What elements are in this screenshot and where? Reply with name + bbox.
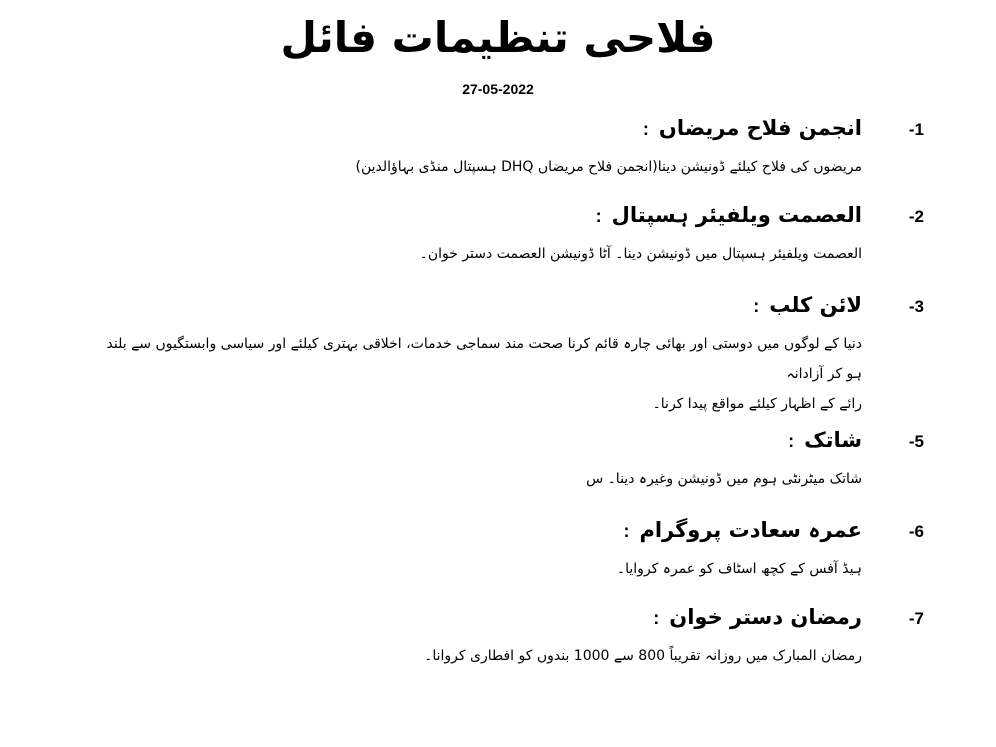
section-colon: : xyxy=(788,431,795,451)
section-anjuman-falah-mareezan xyxy=(64,116,924,182)
section-heading: العصمت ویلفیئر ہسپتال xyxy=(611,203,862,227)
section-heading: عمرہ سعادت پروگرام xyxy=(639,518,862,542)
section-number: -3 xyxy=(908,297,924,316)
section-description xyxy=(64,239,862,269)
section-colon: : xyxy=(595,206,602,226)
section-heading-row xyxy=(64,605,924,633)
description-line: دنیا کے لوگوں میں دوستی اور بھائی چارہ قائم کرنا صحت مند سماجی خدمات، اخلاقی بہتری کیلئے اور سیاسی وابستگیوں سے بلند ہو کر آزادانہ xyxy=(106,336,862,382)
description-line: رمضان المبارک میں روزانہ تقریباً 800 سے 1000 بندوں کو افطاری کروانا۔ xyxy=(424,648,862,664)
section-number: -1 xyxy=(908,120,924,139)
description-line: العصمت ویلفیئر ہسپتال میں ڈونیشن دینا۔ آٹا ڈونیشن العصمت دستر خوان۔ xyxy=(419,246,862,262)
section-heading-row xyxy=(64,518,924,546)
section-al-ismat-welfare-hospital xyxy=(64,203,924,269)
section-number: -6 xyxy=(908,522,924,541)
document-title: فلاحی تنظیمات فائل xyxy=(280,13,716,62)
section-description xyxy=(64,464,862,494)
section-heading-row xyxy=(64,116,924,144)
section-umrah-saadat-program xyxy=(64,518,924,584)
section-number: -2 xyxy=(908,207,924,226)
section-shatak xyxy=(64,428,924,494)
description-line: ہیڈ آفس کے کچھ اسٹاف کو عمرہ کروایا۔ xyxy=(616,561,862,577)
section-colon: : xyxy=(753,296,760,316)
section-description xyxy=(64,641,862,671)
section-colon: : xyxy=(653,608,660,628)
description-line: مریضوں کی فلاح کیلئے ڈونیشن دینا(انجمن فلاح مریضاں DHQ ہسپتال منڈی بہاؤالدین) xyxy=(355,159,862,175)
description-line: رائے کے اظہار کیلئے مواقع پیدا کرنا۔ xyxy=(652,396,862,412)
section-heading-row xyxy=(64,203,924,231)
section-heading: لائن کلب xyxy=(769,293,862,317)
section-heading-row xyxy=(64,293,924,321)
section-description xyxy=(102,329,862,419)
section-number: -5 xyxy=(908,432,924,451)
section-number: -7 xyxy=(908,609,924,628)
section-ramzan-dastarkhwan xyxy=(64,605,924,671)
section-colon: : xyxy=(642,119,649,139)
section-colon: : xyxy=(623,521,630,541)
section-description xyxy=(64,554,862,584)
description-line: شاتک میٹرنٹی ہوم میں ڈونیشن وغیرہ دینا۔ س xyxy=(586,471,862,487)
section-heading-row xyxy=(64,428,924,456)
document-date: 27-05-2022 xyxy=(462,81,534,97)
section-lions-club xyxy=(64,293,924,419)
section-heading: رمضان دستر خوان xyxy=(669,605,862,629)
section-description xyxy=(64,152,862,182)
section-heading: شاتک xyxy=(804,428,862,452)
section-heading: انجمن فلاح مریضاں xyxy=(658,116,862,140)
